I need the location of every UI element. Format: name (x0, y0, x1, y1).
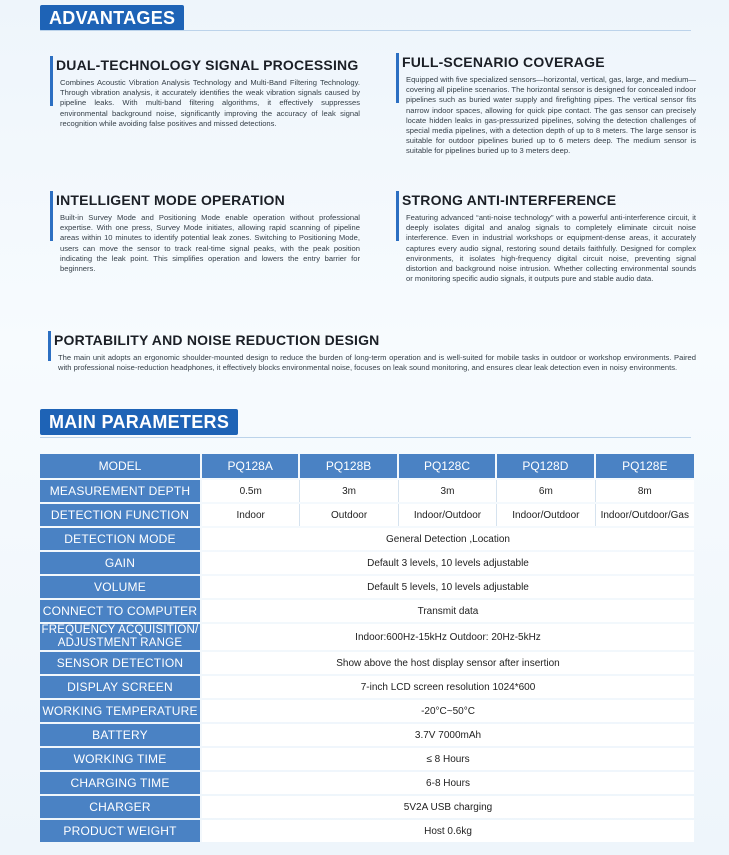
advantage-anti-interference (396, 191, 696, 284)
row-label: DETECTION MODE (40, 528, 202, 550)
advantage-intelligent-mode (50, 191, 360, 274)
advantage-title: DUAL-TECHNOLOGY SIGNAL PROCESSING (56, 57, 359, 73)
advantage-title: FULL-SCENARIO COVERAGE (402, 54, 605, 70)
row-label: PRODUCT WEIGHT (40, 820, 202, 842)
model-label: MODEL (40, 454, 202, 478)
advantage-full-scenario (396, 53, 696, 157)
table-row (40, 576, 694, 598)
table-row (40, 748, 694, 770)
cell-value: Indoor/Outdoor/Gas (596, 504, 694, 526)
table-row (40, 600, 694, 622)
cell-value: 8m (596, 480, 694, 502)
row-label: CHARGER (40, 796, 202, 818)
parameters-table (40, 452, 694, 844)
cell-value: 6m (497, 480, 595, 502)
row-label: FREQUENCY ACQUISITION/ ADJUSTMENT RANGE (40, 624, 202, 650)
cell-value: Indoor (202, 504, 300, 526)
model-name: PQ128C (399, 454, 497, 478)
row-label: DISPLAY SCREEN (40, 676, 202, 698)
advantage-dual-technology (50, 56, 360, 129)
advantage-body: The main unit adopts an ergonomic shoulder-mounted design to reduce the burden of long-term operation and is well-suited for mobile tasks in outdoor or workshop environments. Paired with professional noise-reduction headphones, it effectively blocks environmental noise, focuses on leak sound monitoring, and ensures clear leak detection even in noisy environments. (58, 353, 696, 373)
model-name: PQ128B (300, 454, 398, 478)
advantage-body: Featuring advanced “anti-noise technology” with a powerful anti-interference circuit, it deeply isolates digital and analog signals to completely eliminate circuit noise interference. Even in industrial workshops or equipment-dense areas, it accurately captures every audio signal, restoring sound details faithfully. Designed for complex environments, it isolates high-frequency digital circuit noise, preventing signal distortion and background noise intrusion. Whether collecting environmental sounds or monitoring specific audio signals, it outputs pure and stable audio data. (406, 213, 696, 284)
row-label: CHARGING TIME (40, 772, 202, 794)
table-row (40, 724, 694, 746)
table-row (40, 504, 694, 526)
cell-value: -20°C~50°C (202, 700, 694, 722)
cell-value: Host 0.6kg (202, 820, 694, 842)
cell-value: 6-8 Hours (202, 772, 694, 794)
model-name: PQ128E (596, 454, 694, 478)
advantage-title: STRONG ANTI-INTERFERENCE (402, 192, 617, 208)
table-row (40, 528, 694, 550)
model-name: PQ128D (497, 454, 595, 478)
advantage-body: Equipped with five specialized sensors—horizontal, vertical, gas, large, and medium—covering all pipeline scenarios. The horizontal sensor is designed for concealed indoor pipelines such as buried water supply and firefighting pipes. The vertical sensor fits narrow indoor spaces, allowing for quick pipe contact. The gas sensor can precisely locate hidden leaks in gas-pressurized pipelines, solving the detection challenges of special media pipelines, with a detection depth of up to 8 meters. The large sensor is suitable for outdoor pipelines buried up to 6 meters deep. The medium sensor is suitable for pipelines buried up to 3 meters deep. (406, 75, 696, 156)
table-row (40, 480, 694, 502)
advantage-title: PORTABILITY AND NOISE REDUCTION DESIGN (54, 332, 380, 348)
table-row (40, 820, 694, 842)
row-label: VOLUME (40, 576, 202, 598)
advantage-body: Built-in Survey Mode and Positioning Mode enable operation without professional expertise. With one press, Survey Mode initiates, allowing rapid scanning of pipeline areas within 10 minutes to identify potential leak zones. Switching to Positioning Mode, users can move the sensor to track real-time signal peaks, with the peak position indicating the leak point. This simplifies operation and lowers the entry barrier for beginners. (60, 213, 360, 274)
parameters-heading: MAIN PARAMETERS (40, 409, 238, 435)
table-row (40, 652, 694, 674)
advantage-body: Combines Acoustic Vibration Analysis Technology and Multi-Band Filtering Technology. Through vibration analysis, it accurately identifies the weak vibration signals caused by pipeline leaks. With multi-band filtering algorithms, it effectively suppresses environmental background noise, significantly improving the accuracy of leak signal recognition while avoiding false positives and missed detections. (60, 78, 360, 128)
cell-value: 3m (300, 480, 398, 502)
model-name: PQ128A (202, 454, 300, 478)
table-row (40, 624, 694, 650)
table-row (40, 772, 694, 794)
advantage-title: INTELLIGENT MODE OPERATION (56, 192, 285, 208)
table-header-row (40, 454, 694, 478)
row-label: CONNECT TO COMPUTER (40, 600, 202, 622)
table-row (40, 552, 694, 574)
table-row (40, 700, 694, 722)
cell-value: Default 3 levels, 10 levels adjustable (202, 552, 694, 574)
advantages-divider (40, 30, 691, 31)
cell-value: Indoor:600Hz-15kHz Outdoor: 20Hz-5kHz (202, 624, 694, 650)
cell-value: Show above the host display sensor after insertion (202, 652, 694, 674)
cell-value: 3.7V 7000mAh (202, 724, 694, 746)
cell-value: 3m (399, 480, 497, 502)
cell-value: Default 5 levels, 10 levels adjustable (202, 576, 694, 598)
cell-value: 0.5m (202, 480, 300, 502)
table-row (40, 676, 694, 698)
cell-value: General Detection ,Location (202, 528, 694, 550)
advantage-portability (48, 331, 696, 373)
cell-value: 5V2A USB charging (202, 796, 694, 818)
row-label: BATTERY (40, 724, 202, 746)
cell-value: 7-inch LCD screen resolution 1024*600 (202, 676, 694, 698)
row-label: WORKING TEMPERATURE (40, 700, 202, 722)
row-label: SENSOR DETECTION (40, 652, 202, 674)
cell-value: Indoor/Outdoor (399, 504, 497, 526)
cell-value: Transmit data (202, 600, 694, 622)
row-label: DETECTION FUNCTION (40, 504, 202, 526)
cell-value: Indoor/Outdoor (497, 504, 595, 526)
table-row (40, 796, 694, 818)
cell-value: Outdoor (300, 504, 398, 526)
cell-value: ≤ 8 Hours (202, 748, 694, 770)
row-label: MEASUREMENT DEPTH (40, 480, 202, 502)
advantages-heading: ADVANTAGES (40, 5, 184, 31)
row-label: GAIN (40, 552, 202, 574)
parameters-divider (40, 437, 691, 438)
row-label: WORKING TIME (40, 748, 202, 770)
